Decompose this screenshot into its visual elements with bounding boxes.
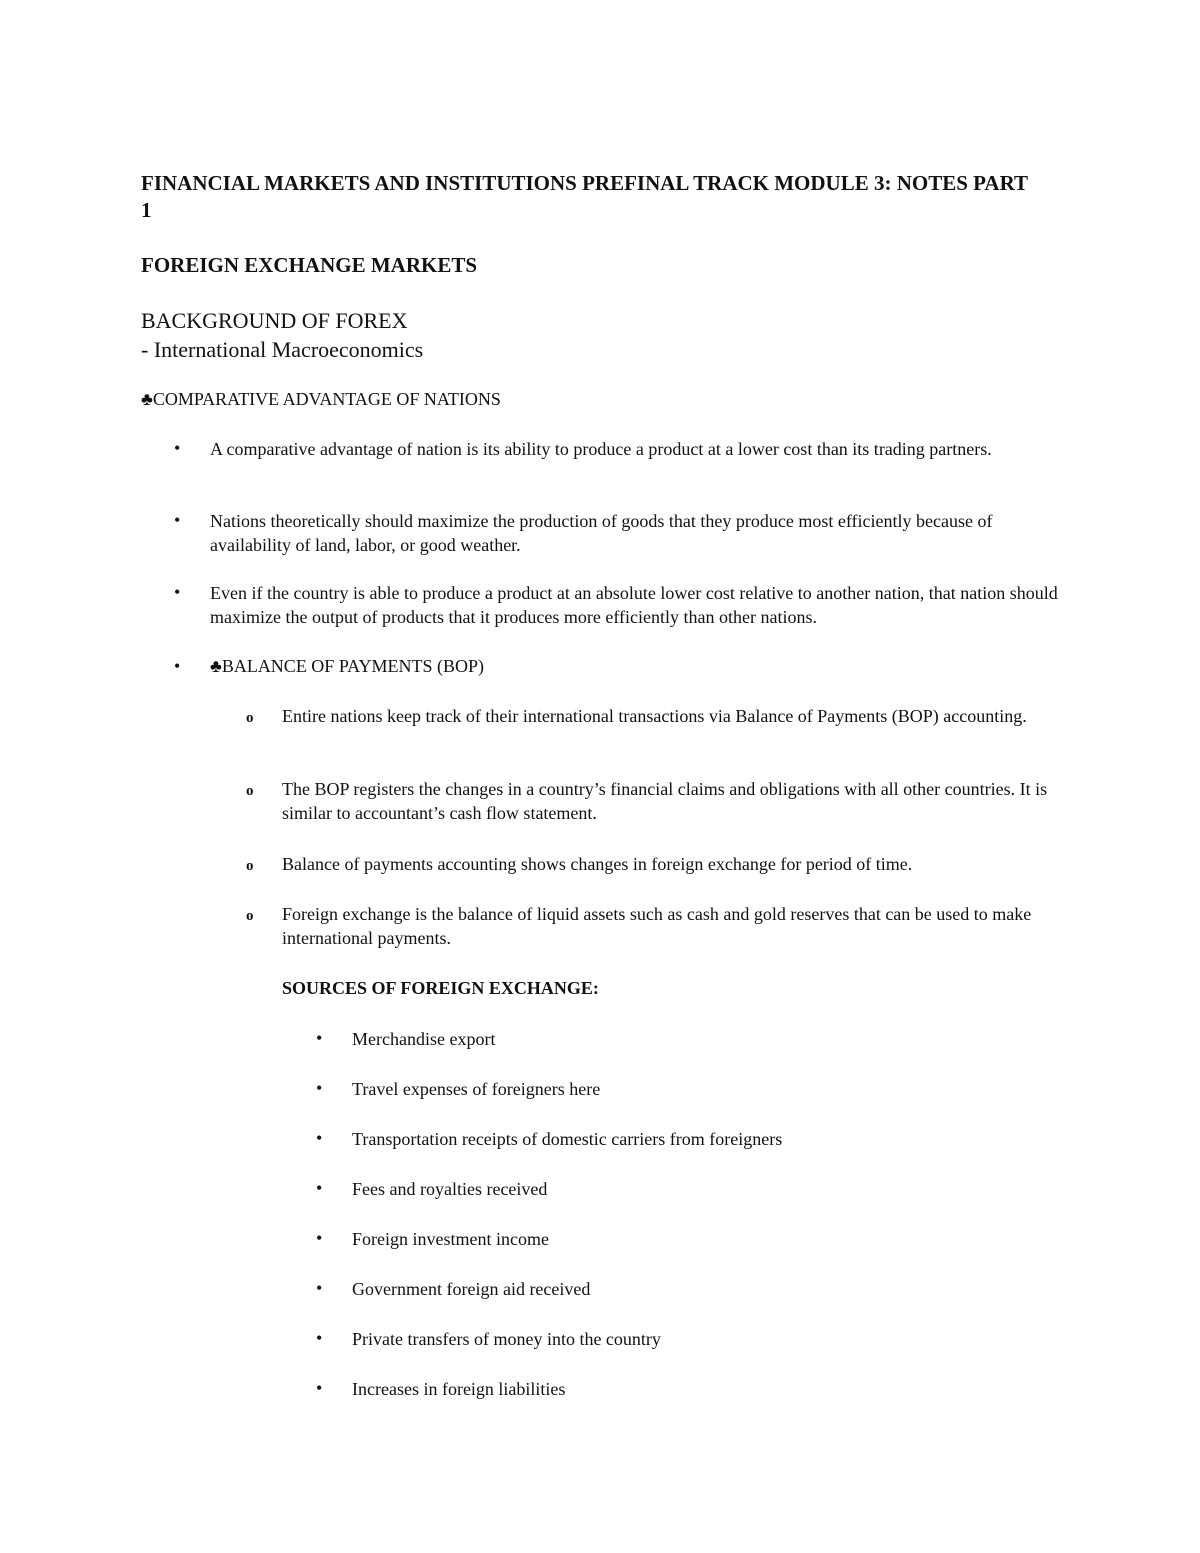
bop-point: Foreign exchange is the balance of liquid assets such as cash and gold reserves that can be used to make international payments. <box>282 904 1032 948</box>
bop-point: Entire nations keep track of their international transactions via Balance of Payments (BOP) accounting. <box>282 706 1027 726</box>
bullet-icon: • <box>316 1128 323 1148</box>
bullet-icon: • <box>316 1378 323 1398</box>
comparative-heading-text: COMPARATIVE ADVANTAGE OF NATIONS <box>152 389 501 409</box>
bullet-icon: • <box>174 438 181 458</box>
background-heading: BACKGROUND OF FOREX <box>141 308 408 333</box>
comparative-heading <box>141 387 501 411</box>
source-item: Government foreign aid received <box>352 1279 591 1299</box>
sub-bullet-icon: o <box>246 908 254 924</box>
bullet-icon: • <box>316 1228 323 1248</box>
sub-bullet-icon: o <box>246 710 254 726</box>
bop-heading-text: BALANCE OF PAYMENTS (BOP) <box>221 656 485 676</box>
bullet-icon: • <box>316 1028 323 1048</box>
source-item: Increases in foreign liabilities <box>352 1379 566 1399</box>
comparative-point: Even if the country is able to produce a product at an absolute lower cost relative to another nation, that nation should maximize the output of products that it produces more efficiently than other nations. <box>210 583 1058 627</box>
bullet-icon: • <box>316 1078 323 1098</box>
background-subheading: - International Macroeconomics <box>141 337 424 362</box>
comparative-point: Nations theoretically should maximize the production of goods that they produce most efficiently because of availability of land, labor, or good weather. <box>210 511 993 555</box>
bullet-icon: • <box>174 582 181 602</box>
bullet-icon: • <box>316 1278 323 1298</box>
document-title: FINANCIAL MARKETS AND INSTITUTIONS PREFINAL TRACK MODULE 3: NOTES PART 1 <box>141 171 1028 222</box>
sub-bullet-icon: o <box>246 858 254 874</box>
bop-point: Balance of payments accounting shows changes in foreign exchange for period of time. <box>282 854 913 874</box>
source-item: Travel expenses of foreigners here <box>352 1079 601 1099</box>
source-item: Private transfers of money into the country <box>352 1329 661 1349</box>
source-item: Fees and royalties received <box>352 1179 548 1199</box>
bullet-icon: • <box>316 1328 323 1348</box>
bullet-icon: • <box>174 656 181 676</box>
source-item: Transportation receipts of domestic carriers from foreigners <box>352 1129 783 1149</box>
bop-heading <box>210 654 1070 678</box>
sub-bullet-icon: o <box>246 783 254 799</box>
sources-heading: SOURCES OF FOREIGN EXCHANGE: <box>282 978 599 998</box>
bullet-icon: • <box>174 510 181 530</box>
section-heading: FOREIGN EXCHANGE MARKETS <box>141 253 478 277</box>
bullet-icon: • <box>316 1178 323 1198</box>
comparative-point: A comparative advantage of nation is its ability to produce a product at a lower cost than its trading partners. <box>210 439 992 459</box>
source-item: Foreign investment income <box>352 1229 549 1249</box>
source-item: Merchandise export <box>352 1029 496 1049</box>
clubs-icon: ♣ <box>141 389 153 409</box>
bop-point: The BOP registers the changes in a country’s financial claims and obligations with all other countries. It is similar to accountant’s cash flow statement. <box>282 779 1048 823</box>
clubs-icon: ♣ <box>210 656 222 676</box>
